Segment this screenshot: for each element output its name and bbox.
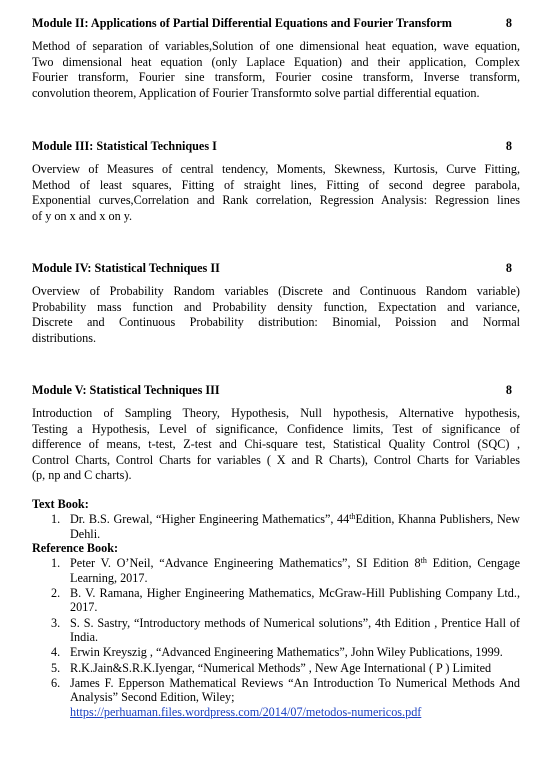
item-number: 1. xyxy=(51,512,61,526)
description-line: Discrete and Continuous Probability distribution: Binomial, Poission and Normal xyxy=(32,315,520,330)
item-text: James F. Epperson Mathematical Reviews “An Introduction To Numerical Methods And Analysis” Second Edition, Wiley; xyxy=(70,675,520,705)
reference-book-heading: Reference Book: xyxy=(32,541,119,555)
module-description xyxy=(32,284,520,346)
module-heading xyxy=(32,139,520,154)
module-title: Module II: Applications of Partial Differential Equations and Fourier Transform xyxy=(32,16,452,30)
item-text: Peter V. O’Neil, “Advance Engineering Mathematics”, SI Edition 8 xyxy=(70,556,421,570)
module-heading xyxy=(32,383,520,398)
list-item xyxy=(32,512,520,541)
list-item xyxy=(32,586,520,615)
item-number: 4. xyxy=(51,645,61,660)
description-line: of y on x and x on y. xyxy=(32,208,133,223)
item-text: B. V. Ramana, Higher Engineering Mathematics, McGraw-Hill Publishing Company Ltd., 2017. xyxy=(70,585,520,615)
item-number: 3. xyxy=(51,615,61,630)
item-text-cont: Edition, Cengage Learning, 2017. xyxy=(70,556,520,585)
description-line: Testing a Hypothesis, Level of significance, Confidence limits, Test of significance of xyxy=(32,421,520,436)
module-title: Module V: Statistical Techniques III xyxy=(32,383,220,397)
module-3-section xyxy=(32,139,520,224)
description-line: Method of least squares, Fitting of straight lines, Fitting of second degree parabola, xyxy=(32,177,520,192)
description-line: Control Charts, Control Charts for variables ( X and R Charts), Control Charts for Variables xyxy=(32,452,520,467)
reference-book-list xyxy=(32,556,520,720)
ordinal-suffix: th xyxy=(420,556,427,565)
description-line: difference of means, t-test, Z-test and Chi-square test, Statistical Quality Control (SQC) , xyxy=(32,437,520,452)
description-line: Two dimensional heat equation (only Laplace Equation) and their application, Complex xyxy=(32,54,520,69)
module-hours: 8 xyxy=(505,383,512,397)
module-4-section xyxy=(32,261,520,346)
list-item xyxy=(32,661,520,676)
item-text-cont: Edition, Khanna Publishers, New Dehli. xyxy=(70,512,520,541)
description-line: Fourier transform, Fourier sine transform, Fourier cosine transform, Inverse transform, xyxy=(32,70,520,85)
item-text: Erwin Kreyszig , “Advanced Engineering Mathematics”, John Wiley Publications, 1999. xyxy=(70,645,503,660)
text-book-list xyxy=(32,512,520,542)
list-item xyxy=(32,556,520,585)
module-heading xyxy=(32,16,520,31)
module-description xyxy=(32,39,520,101)
module-heading xyxy=(32,261,520,276)
module-title: Module III: Statistical Techniques I xyxy=(32,139,217,153)
item-number: 5. xyxy=(51,660,61,675)
module-description xyxy=(32,162,520,224)
description-line: convolution theorem, Application of Fourier Transformto solve partial differential equation. xyxy=(32,85,480,100)
list-item xyxy=(32,676,520,720)
item-text: R.K.Jain&S.R.K.Iyengar, “Numerical Methods” , New Age International ( P ) Limited xyxy=(70,660,492,675)
module-2-section xyxy=(32,16,520,101)
item-text: S. S. Sastry, “Introductory methods of Numerical solutions”, 4th Edition , Prentice Hall of India. xyxy=(70,615,520,645)
description-line: Exponential curves,Correlation and Rank correlation, Regression Analysis: Regression lines xyxy=(32,193,520,208)
list-item xyxy=(32,616,520,645)
module-5-section xyxy=(32,383,520,484)
module-title: Module IV: Statistical Techniques II xyxy=(32,261,220,275)
module-hours: 8 xyxy=(505,139,512,153)
text-book-heading: Text Book: xyxy=(32,497,89,511)
description-line: Overview of Measures of central tendency, Moments, Skewness, Kurtosis, Curve Fitting, xyxy=(32,162,520,176)
module-hours: 8 xyxy=(505,261,512,275)
ordinal-suffix: th xyxy=(349,512,356,521)
item-number: 2. xyxy=(51,585,61,600)
item-number: 1. xyxy=(51,556,61,570)
module-description xyxy=(32,406,520,484)
description-line: (p, np and C charts). xyxy=(32,468,132,483)
description-line: Probability mass function and Probability density function, Expectation and variance, xyxy=(32,299,520,314)
reference-link[interactable]: https://perhuaman.files.wordpress.com/2014/07/metodos-numericos.pdf xyxy=(70,704,422,719)
item-text: Dr. B.S. Grewal, “Higher Engineering Mathematics”, 44 xyxy=(70,512,350,526)
description-line: Overview of Probability Random variables (Discrete and Continuous Random variable) xyxy=(32,284,520,298)
item-number: 6. xyxy=(51,675,61,690)
description-line: Method of separation of variables,Solution of one dimensional heat equation, wave equation, xyxy=(32,39,520,53)
description-line: distributions. xyxy=(32,330,96,345)
description-line: Introduction of Sampling Theory, Hypothesis, Null hypothesis, Alternative hypothesis, xyxy=(32,406,520,420)
module-hours: 8 xyxy=(505,16,512,30)
list-item xyxy=(32,645,520,660)
